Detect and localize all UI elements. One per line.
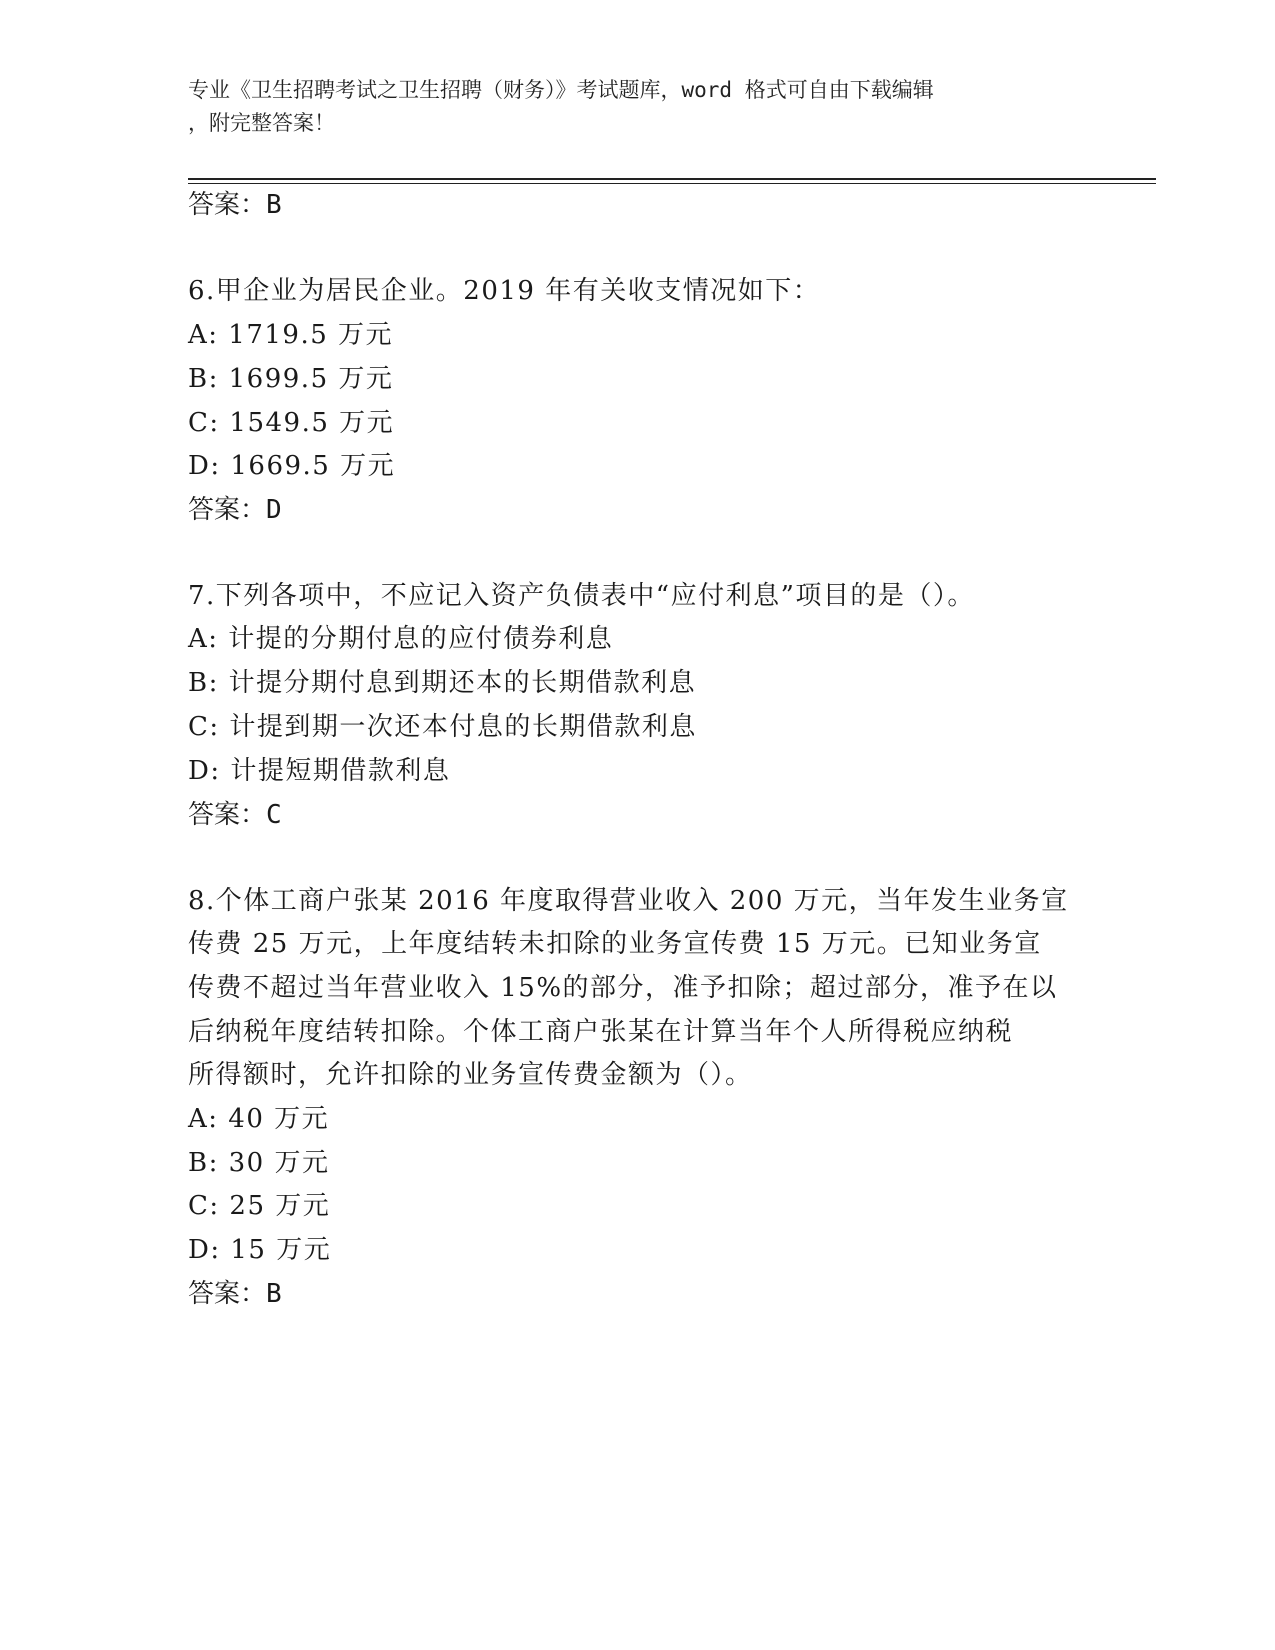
question-8-stem-line-1: 8.个体工商户张某 2016 年度取得营业收入 200 万元，当年发生业务宣 xyxy=(188,886,1069,916)
question-6-option-b: B: 1699.5 万元 xyxy=(188,364,394,394)
question-8-option-b: B: 30 万元 xyxy=(188,1148,330,1178)
question-8-option-a: A: 40 万元 xyxy=(188,1104,330,1134)
question-8-stem-line-3: 传费不超过当年营业收入 15%的部分，准予扣除；超过部分，准予在以 xyxy=(188,973,1058,1003)
question-6-option-a: A: 1719.5 万元 xyxy=(188,320,394,350)
question-7-option-c: C: 计提到期一次还本付息的长期借款利息 xyxy=(188,712,697,742)
question-7-answer: 答案：C xyxy=(188,800,282,830)
question-8-option-c: C: 25 万元 xyxy=(188,1191,331,1221)
header-line-1: 专业《卫生招聘考试之卫生招聘（财务）》考试题库，word 格式可自由下载编辑 xyxy=(188,78,934,102)
question-8-stem-line-2: 传费 25 万元，上年度结转未扣除的业务宣传费 15 万元。已知业务宣 xyxy=(188,929,1042,959)
question-6-stem: 6.甲企业为居民企业。2019 年有关收支情况如下： xyxy=(188,276,821,306)
question-7-option-a: A: 计提的分期付息的应付债券利息 xyxy=(188,624,614,654)
question-7-option-b: B: 计提分期付息到期还本的长期借款利息 xyxy=(188,668,697,698)
question-7-stem: 7.下列各项中，不应记入资产负债表中“应付利息”项目的是（）。 xyxy=(188,581,975,611)
question-8-option-d: D: 15 万元 xyxy=(188,1235,332,1265)
question-8-stem-line-5: 所得额时，允许扣除的业务宣传费金额为（）。 xyxy=(188,1060,753,1090)
question-6-option-d: D: 1669.5 万元 xyxy=(188,451,396,481)
previous-answer: 答案：B xyxy=(188,190,282,220)
question-8-answer: 答案：B xyxy=(188,1279,282,1309)
header-rule xyxy=(188,178,1156,180)
question-8-stem-line-4: 后纳税年度结转扣除。个体工商户张某在计算当年个人所得税应纳税 xyxy=(188,1017,1014,1047)
question-7-option-d: D: 计提短期借款利息 xyxy=(188,756,451,786)
question-6-answer: 答案：D xyxy=(188,495,282,525)
document-header xyxy=(188,74,1068,140)
header-rule-thin xyxy=(188,183,1156,184)
header-line-2: ，附完整答案！ xyxy=(188,111,335,135)
question-6-option-c: C: 1549.5 万元 xyxy=(188,408,395,438)
